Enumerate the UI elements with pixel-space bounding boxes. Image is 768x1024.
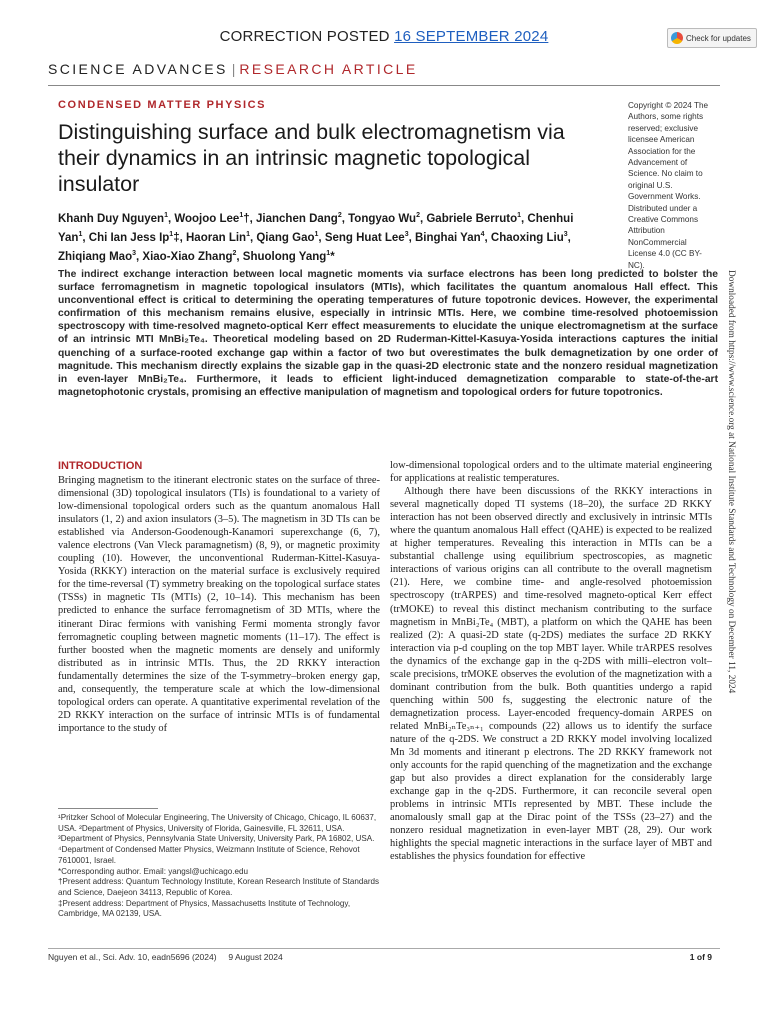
page-number: 1 of 9 — [689, 952, 712, 962]
check-for-updates-button[interactable] — [667, 28, 757, 48]
footer-divider — [48, 948, 720, 949]
body-column-left — [58, 474, 380, 735]
footnotes — [58, 813, 380, 920]
footer-citation: Nguyen et al., Sci. Adv. 10, eadn5696 (2024) 9 August 2024 — [48, 952, 283, 962]
correction-label: CORRECTION POSTED — [219, 28, 390, 45]
footnote: ¹Pritzker School of Molecular Engineering, The University of Chicago, Chicago, IL 60637, USA. ²Department of Physics, University of Florida, Gainesville, FL 32611, USA. ³Department of Physics, Pennsylvania State University, University Park, PA 16802, USA. ⁴Department of Condensed Matter Physics, Weizmann Institute of Science, Rehovot 7610001, Israel. — [58, 813, 377, 865]
author-affiliation: 3 — [563, 230, 568, 238]
author-name: Tongyao Wu — [348, 212, 417, 225]
body-paragraph: low-dimensional topological orders and to the ultimate material engineering for applications at realistic temperatures. — [390, 460, 712, 485]
footnote-divider — [58, 808, 158, 809]
author-name: Chenhui Yan — [58, 212, 574, 244]
author-affiliation: 1 — [78, 230, 83, 238]
author-name: Khanh Duy Nguyen — [58, 212, 165, 225]
author-affiliation: 1 — [239, 212, 244, 219]
author-name: Woojoo Lee — [174, 212, 240, 225]
author-affiliation: 3 — [132, 249, 137, 257]
journal-name: SCIENCE ADVANCES — [48, 61, 228, 77]
author-mark: * — [330, 250, 335, 263]
section-heading-introduction: INTRODUCTION — [58, 460, 143, 472]
author-affiliation: 1 — [326, 249, 331, 257]
check-updates-label: Check for updates — [686, 33, 751, 43]
footnote: *Corresponding author. Email: yangsl@uchicago.edu — [58, 866, 248, 876]
correction-banner — [0, 28, 768, 45]
header-divider — [48, 85, 720, 86]
journal-header — [48, 61, 418, 77]
copyright-notice: Copyright © 2024 The Authors, some rights reserved; exclusive licensee American Association for the Advancement of Science. No claim to original U.S. Government Works. Distributed under a Creative Commons Attribution NonCommercial License 4.0 (CC BY-NC). — [628, 101, 709, 270]
footnote: †Present address: Quantum Technology Institute, Korean Research Institute of Standards and Science, Daejeon 34113, Republic of Korea. — [58, 877, 380, 897]
author-name: Chi Ian Jess Ip — [88, 231, 170, 244]
download-watermark: Downloaded from https://www.science.org at National Institute Standards and Technology on December 11, 2024 — [726, 270, 736, 694]
author-name: Haoran Lin — [186, 231, 247, 244]
author-name: Shuolong Yang — [242, 250, 327, 263]
author-mark: † — [243, 212, 250, 225]
article-category: CONDENSED MATTER PHYSICS — [58, 99, 267, 111]
author-name: Seng Huat Lee — [324, 231, 405, 244]
article-type: RESEARCH ARTICLE — [239, 61, 418, 77]
correction-date-link[interactable]: 16 SEPTEMBER 2024 — [394, 28, 549, 45]
body-column-right — [390, 459, 712, 863]
crossmark-icon — [671, 32, 683, 44]
author-name: Gabriele Berruto — [426, 212, 518, 225]
body-paragraph: Bringing magnetism to the itinerant electronic states on the surface of three-dimensional (3D) topological insulators (TIs) is foundational to a variety of low-dimensional topological orders such as the quantum anomalous Hall insulators (1, 2) and axion insulators (3–5). The magnetism in 3D TIs can be established via Anderson-Goodenough-Kanamori superexchange (6, 7), valence electrons (Van Vleck paramagnetism) (8, 9), or magnetic proximity coupling (10). However, the unconventional Ruderman-Kittel-Kasuya-Yosida (RKKY) interaction on the material surface is exclusively required for the time-reversal (T) symmetry breaking on the topological surface states (TSSs) in magnetic TIs (MTIs) (2, 10–14). This mechanism has been predicted to enhance the surface ferromagnetism of 3D MTIs, where the itinerant Dirac fermions with vanishing Fermi momenta strongly favor ferromagnetic coupling between magnetic moments (11–17). The effect is further boosted when the magnetic moments are densely and uniformly distributed as in intrinsic MTIs. Thus, the 2D RKKY interaction fundamentally determines the size of the T-symmetry–broken energy gap, and, consequently, the temperature scale at which the low-dimensional topological orders can operate. A quantitative experimental revelation of the 2D RKKY interaction on the surface of intrinsic MTIs is of fundamental importance to the study of — [58, 475, 380, 734]
author-affiliation: 3 — [404, 230, 409, 238]
author-name: Xiao-Xiao Zhang — [142, 250, 233, 263]
author-mark: ‡ — [173, 231, 180, 244]
footnote: ‡Present address: Department of Physics, Massachusetts Institute of Technology, Cambridge, MA 02139, USA. — [58, 898, 351, 919]
author-affiliation: 2 — [232, 249, 237, 257]
author-affiliation: 1 — [169, 230, 174, 238]
author-affiliation: 2 — [416, 212, 420, 219]
article-title: Distinguishing surface and bulk electromagnetism via their dynamics in an intrinsic magnetic topological insulator — [58, 120, 565, 196]
author-affiliation: 2 — [337, 212, 342, 219]
author-affiliation: 1 — [517, 212, 522, 219]
header-separator: | — [231, 61, 236, 77]
author-affiliation: 1 — [164, 212, 168, 219]
author-affiliation: 1 — [246, 230, 250, 238]
body-paragraph: Although there have been discussions of the RKKY interactions in several magnetically doped TI systems (18–20), the surface 2D RKKY interaction has not been observed directly and exclusively in intrinsic MTIs where the quantum anomalous Hall effect (QAHE) is expected to be realized at higher temperatures. Revealing this interaction in MTIs can be a substantial challenge using equilibrium spectroscopies, as magnetic interactions of various origins can all contribute to the overall magnetism (21). Here, we combine time- and angle-resolved photoemission spectroscopy (trARPES) and time-resolved magneto-optical Kerr effect (trMOKE) to reveal this distinct mechanism contributing to the surface magnetism in MnBi₂Te₄ (MBT), a platform on which the QAHE has been realized (2): A quasi-2D state (q-2DS) mediates the surface 2D RKKY interaction via p-d coupling on the top MBT layer. While trARPES resolves the dynamics of the exchange gap in the q-2DS with milli–electron volt–scale precisions, trMOKE observes the evolution of the magnetization with a dominant contribution from the bulk. Both quantities undergo a rapid quenching within 500 fs, suggesting the electronic nature of the demagnetization process. Layer-encoded frequency-domain ARPES on related MnBi₂ₙTe₃ₙ₊₁ compounds (22) allows us to identify the surface nature of the q-2DS. We construct a 2D RKKY model involving localized Mn 3d moments and itinerant p electrons. The 2D RKKY framework not only accounts for the rapid quenching of the magnetization and the exchange gap but also provides a direct explanation for the considerably large exchange gap in the q-2DS. Furthermore, it can reconcile several open problems in intrinsic MTIs represented by MBT. These include the anomalously small gap at the Dirac point of the TSSs (23–27) and the nonzero residual magnetization in even-layer MBT (28, 29). Our work highlights the special magnetic interactions in the surface layer of MBT and establishes the physics foundation for effective — [390, 486, 712, 863]
author-affiliation: 1 — [314, 230, 319, 238]
author-affiliation: 4 — [480, 230, 485, 238]
author-name: Binghai Yan — [415, 231, 481, 244]
author-name: Zhiqiang Mao — [58, 250, 133, 263]
abstract: The indirect exchange interaction between local magnetic moments via surface electrons has been long predicted to bolster the surface ferromagnetism in magnetic topological insulators (MTIs), which facilitates the quantum anomalous Hall effect. This unconventional effect is critical to determining the operating temperatures of future topotronic devices. However, the experimental confirmation of this mechanism remains elusive, especially in intrinsic MTIs. Here, we combine time-resolved photoemission spectroscopy with time-resolved magneto-optical Kerr effect measurements to elucidate the unique electromagnetism at the surface of an intrinsic MTI MnBi₂Te₄. Theoretical modeling based on 2D Ruderman-Kittel-Kasuya-Yosida interactions captures the initial quenching of a surface-rooted exchange gap within a factor of two but overestimates the bulk demagnetization by one order of magnitude. This mechanism directly explains the sizable gap in the quasi-2D electronic state and the nonzero residual magnetization in even-layer MnBi₂Te₄. Furthermore, it leads to efficient light-induced demagnetization comparable to state-of-the-art magnetophotonic crystals, promising an effective manipulation of magnetism and topological orders for future topotronics. — [58, 269, 718, 398]
author-list: Khanh Duy Nguyen$^1$, Woojoo Lee$^1$†, Jianchen Dang$^2$, Tongyao Wu$^2$, Gabriele Berruto$^1$, Chenhui Yan$^1$, Chi Ian Jess Ip$^1$‡, Haoran Lin$^1$, Qiang Gao$^1$, Seng Huat Lee$^3$, Binghai Yan$^4$, Chaoxing Liu$^3$, Zhiqiang Mao$^3$, Xiao-Xiao Zhang$^2$, Shuolong Yang$^1$* — [58, 212, 574, 263]
author-name: Chaoxing Liu — [490, 231, 564, 244]
author-name: Jianchen Dang — [256, 212, 338, 225]
author-name: Qiang Gao — [256, 231, 315, 244]
